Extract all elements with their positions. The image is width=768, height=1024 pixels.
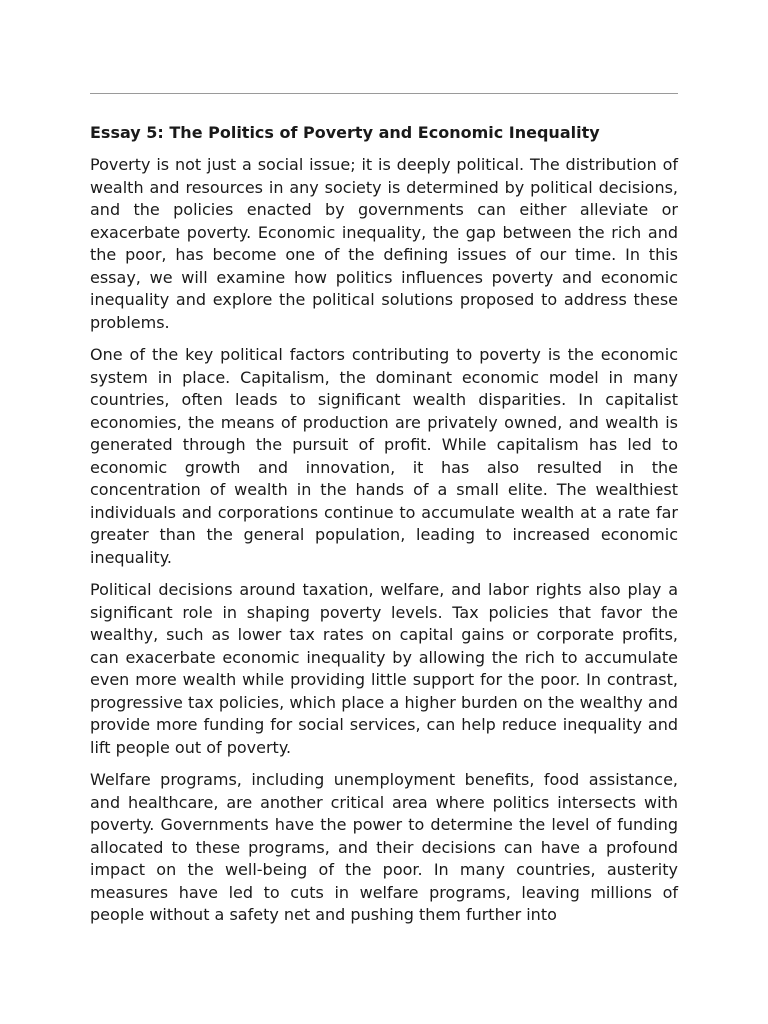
document-body xyxy=(90,122,678,937)
paragraph-1: Poverty is not just a social issue; it is deeply political. The distribution of wealth and resources in any society is determined by political decisions, and the policies enacted by governments can either alleviate or exacerbate poverty. Economic inequality, the gap between the rich and the poor, has become one of the defining issues of our time. In this essay, we will examine how politics influences poverty and economic inequality and explore the political solutions proposed to address these problems. xyxy=(90,155,678,332)
essay-title: Essay 5: The Politics of Poverty and Economic Inequality xyxy=(90,123,600,142)
paragraph-2: One of the key political factors contributing to poverty is the economic system in place. Capitalism, the dominant economic model in many countries, often leads to significant wealth disparities. In capitalist economies, the means of production are privately owned, and wealth is generated through the pursuit of profit. While capitalism has led to economic growth and innovation, it has also resulted in the concentration of wealth in the hands of a small elite. The wealthiest individuals and corporations continue to accumulate wealth at a rate far greater than the general population, leading to increased economic inequality. xyxy=(90,345,678,567)
document-page xyxy=(90,0,678,1024)
paragraph-4: Welfare programs, including unemployment benefits, food assistance, and healthcare, are another critical area where politics intersects with poverty. Governments have the power to determine the level of funding allocated to these programs, and their decisions can have a profound impact on the well-being of the poor. In many countries, austerity measures have led to cuts in welfare programs, leaving millions of people without a safety net and pushing them further into xyxy=(90,770,678,924)
paragraph-3: Political decisions around taxation, welfare, and labor rights also play a significant role in shaping poverty levels. Tax policies that favor the wealthy, such as lower tax rates on capital gains or corporate profits, can exacerbate economic inequality by allowing the rich to accumulate even more wealth while providing little support for the poor. In contrast, progressive tax policies, which place a higher burden on the wealthy and provide more funding for social services, can help reduce inequality and lift people out of poverty. xyxy=(90,580,678,757)
header-divider xyxy=(90,93,678,94)
